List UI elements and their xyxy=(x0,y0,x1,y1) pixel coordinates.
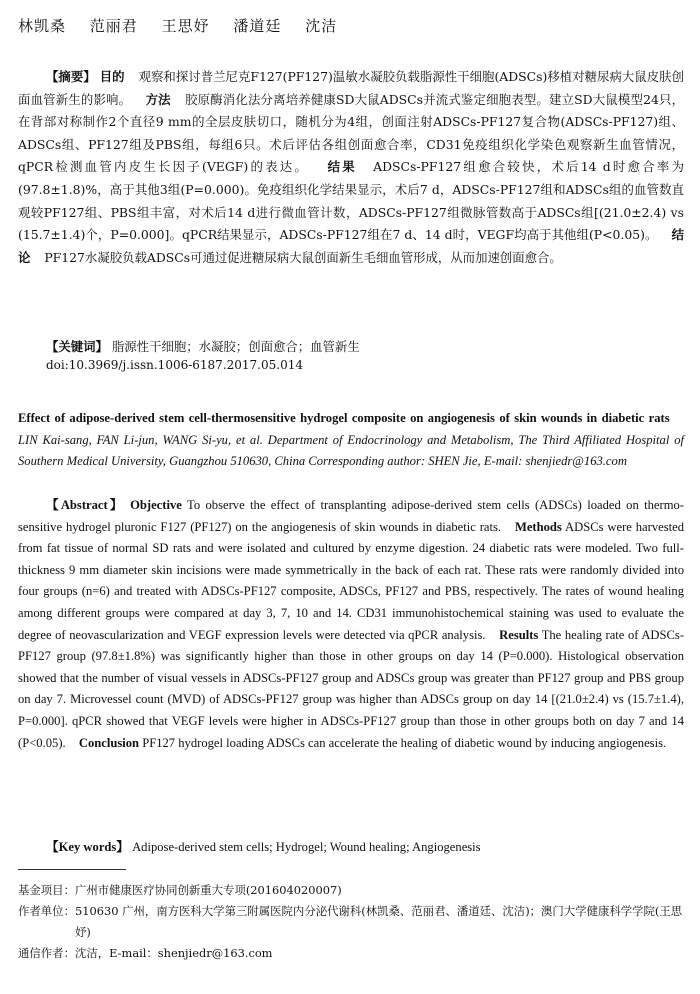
conclusion-text-en: PF127 hydrogel loading ADSCs can accelerate the healing of diabetic wound by inducing angiogenesis. xyxy=(142,735,667,750)
corresponding-footnote xyxy=(18,943,684,964)
conclusion-text: PF127水凝胶负载ADSCs可通过促进糖尿病大鼠创面新生毛细血管形成，从而加速创面愈合。 xyxy=(44,249,562,265)
author-list xyxy=(18,15,355,36)
conclusion-label-en: Conclusion xyxy=(78,735,140,750)
english-keywords xyxy=(46,836,481,855)
conclusion-label: 结论 xyxy=(18,227,684,265)
corr-text: 沈洁，E-mail：shenjiedr@163.com xyxy=(74,946,273,960)
objective-label-en: Objective xyxy=(130,498,182,512)
abstract-label-en: 【Abstract】 xyxy=(46,498,125,512)
author-name: 沈洁 xyxy=(305,17,338,35)
methods-label-en: Methods xyxy=(514,519,562,534)
author-name: 范丽君 xyxy=(89,17,138,35)
english-abstract xyxy=(18,495,684,754)
keywords-text-en: Adipose-derived stem cells; Hydrogel; Wound healing; Angiogenesis xyxy=(132,840,481,854)
unit-footnote xyxy=(18,901,684,943)
author-name: 王思妤 xyxy=(161,17,210,35)
english-title: Effect of adipose-derived stem cell-thermosensitive hydrogel composite on angiogenesis of skin wounds in diabetic rats xyxy=(18,411,670,425)
fund-text: 广州市健康医疗协同创新重大专项(201604020007) xyxy=(74,883,342,897)
fund-label: 基金项目： xyxy=(18,883,75,897)
results-text: ADSCs-PF127组愈合较快，术后14 d时愈合率为(97.8±1.8)%，高于其他3组(P=0.000)。免疫组织化学结果显示，术后7 d，ADSCs-PF127组和ADSCs组的血管数直观较PF127组、PBS组丰富，对术后14 d进行微血管计数，ADSCs-PF127组微脉管数高于ADSCs组[(21.0±2.4) vs (15.7±1.4)个，P=0.000]。qPCR结果显示，ADSCs-PF127组在7 d、14 d时，VEGF均高于其他组(P<0.05)。 xyxy=(18,159,684,243)
objective-text-en: To observe the effect of transplanting adipose-derived stem cells (ADSCs) loaded on thermo-sensitive hydrogel pluronic F127 (PF127) on the angiogenesis of skin wounds in diabetic rats. xyxy=(18,498,684,534)
results-label-en: Results xyxy=(499,627,539,642)
results-text-en: The healing rate of ADSCs-PF127 group (97.8±1.8%) was significantly higher than those in other groups on day 14 (P=0.000). Histological observation showed that the number of visual vessels in ADSCs-PF127 group and ADSCs group was greater than PF127 group and PBS group on day 7. Microvessel count (MVD) of ADSCs-PF127 group was higher than ADSCs group on day 14 [(21.0±2.4) vs (15.7±1.4), P=0.000]. qPCR showed that VEGF levels were higher in ADSCs-PF127 group than those in other groups both on day 7 and 14 (P<0.05). xyxy=(18,627,685,750)
english-affiliation: LIN Kai-sang, FAN Li-jun, WANG Si-yu, et al. Department of Endocrinology and Metabolism, The Third Affiliated Hospital of Southern Medical University, Guangzhou 510630, China Corresponding author: SHEN Jie, E-mail: shenjiedr@163.com xyxy=(18,432,684,468)
methods-text: 胶原酶消化法分离培养健康SD大鼠ADSCs并流式鉴定细胞表型。建立SD大鼠模型24只，在背部对称制作2个直径9 mm的全层皮肤切口，随机分为4组，创面注射ADSCs-PF127复合物(ADSCs-PF127)组、ADSCs组、PF127组及PBS组，每组6只。术后评估各组创面愈合率，CD31免疫组织化学染色观察新生血管情况，qPCR检测血管内皮生长因子(VEGF)的表达。 xyxy=(18,91,685,175)
doi: doi:10.3969/j.issn.1006-6187.2017.05.014 xyxy=(46,358,303,372)
footnotes xyxy=(18,880,684,964)
keywords-text: 脂源性干细胞；水凝胶；创面愈合；血管新生 xyxy=(111,339,360,354)
corr-label: 通信作者： xyxy=(18,946,75,960)
abstract-label: 【摘要】 xyxy=(46,69,96,84)
chinese-abstract xyxy=(18,66,684,269)
chinese-keywords xyxy=(46,336,360,358)
keywords-label-en: 【Key words】 xyxy=(46,840,129,854)
author-name: 潘道廷 xyxy=(233,17,282,35)
unit-text: 510630 广州，南方医科大学第三附属医院内分泌代谢科(林凯桑、范丽君、潘道廷、沈洁)；澳门大学健康科学学院(王思妤) xyxy=(74,904,683,939)
english-header xyxy=(18,408,684,473)
objective-label: 目的 xyxy=(99,69,125,84)
methods-text-en: ADSCs were harvested from fat tissue of normal SD rats and were isolated and cultured by enzyme digestion. 24 diabetic rats were modeled. Two full-thickness 9 mm diameter skin incisions were made symmetrically in the back of each rat. These rats were randomly divided into four groups (n=6) and treated with ADSCs-PF127 composite, ADSCs, PF127 and PBS, respectively. The rates of wound healing among different groups were compared at day 3, 7, 10 and 14. CD31 immunohistochemical staining was used to evaluate the degree of neovascularization and VEGF expression levels were detected via qPCR analysis. xyxy=(18,519,684,642)
results-label: 结果 xyxy=(325,159,357,175)
footnote-divider xyxy=(18,869,126,870)
keywords-label: 【关键词】 xyxy=(46,339,108,354)
unit-label: 作者单位： xyxy=(18,904,75,918)
methods-label: 方法 xyxy=(145,91,171,107)
objective-text: 观察和探讨普兰尼克F127(PF127)温敏水凝胶负载脂源性干细胞(ADSCs)移植对糖尿病大鼠皮肤创面血管新生的影响。 xyxy=(18,69,684,107)
fund-footnote xyxy=(18,880,684,901)
author-name: 林凯桑 xyxy=(18,17,67,35)
